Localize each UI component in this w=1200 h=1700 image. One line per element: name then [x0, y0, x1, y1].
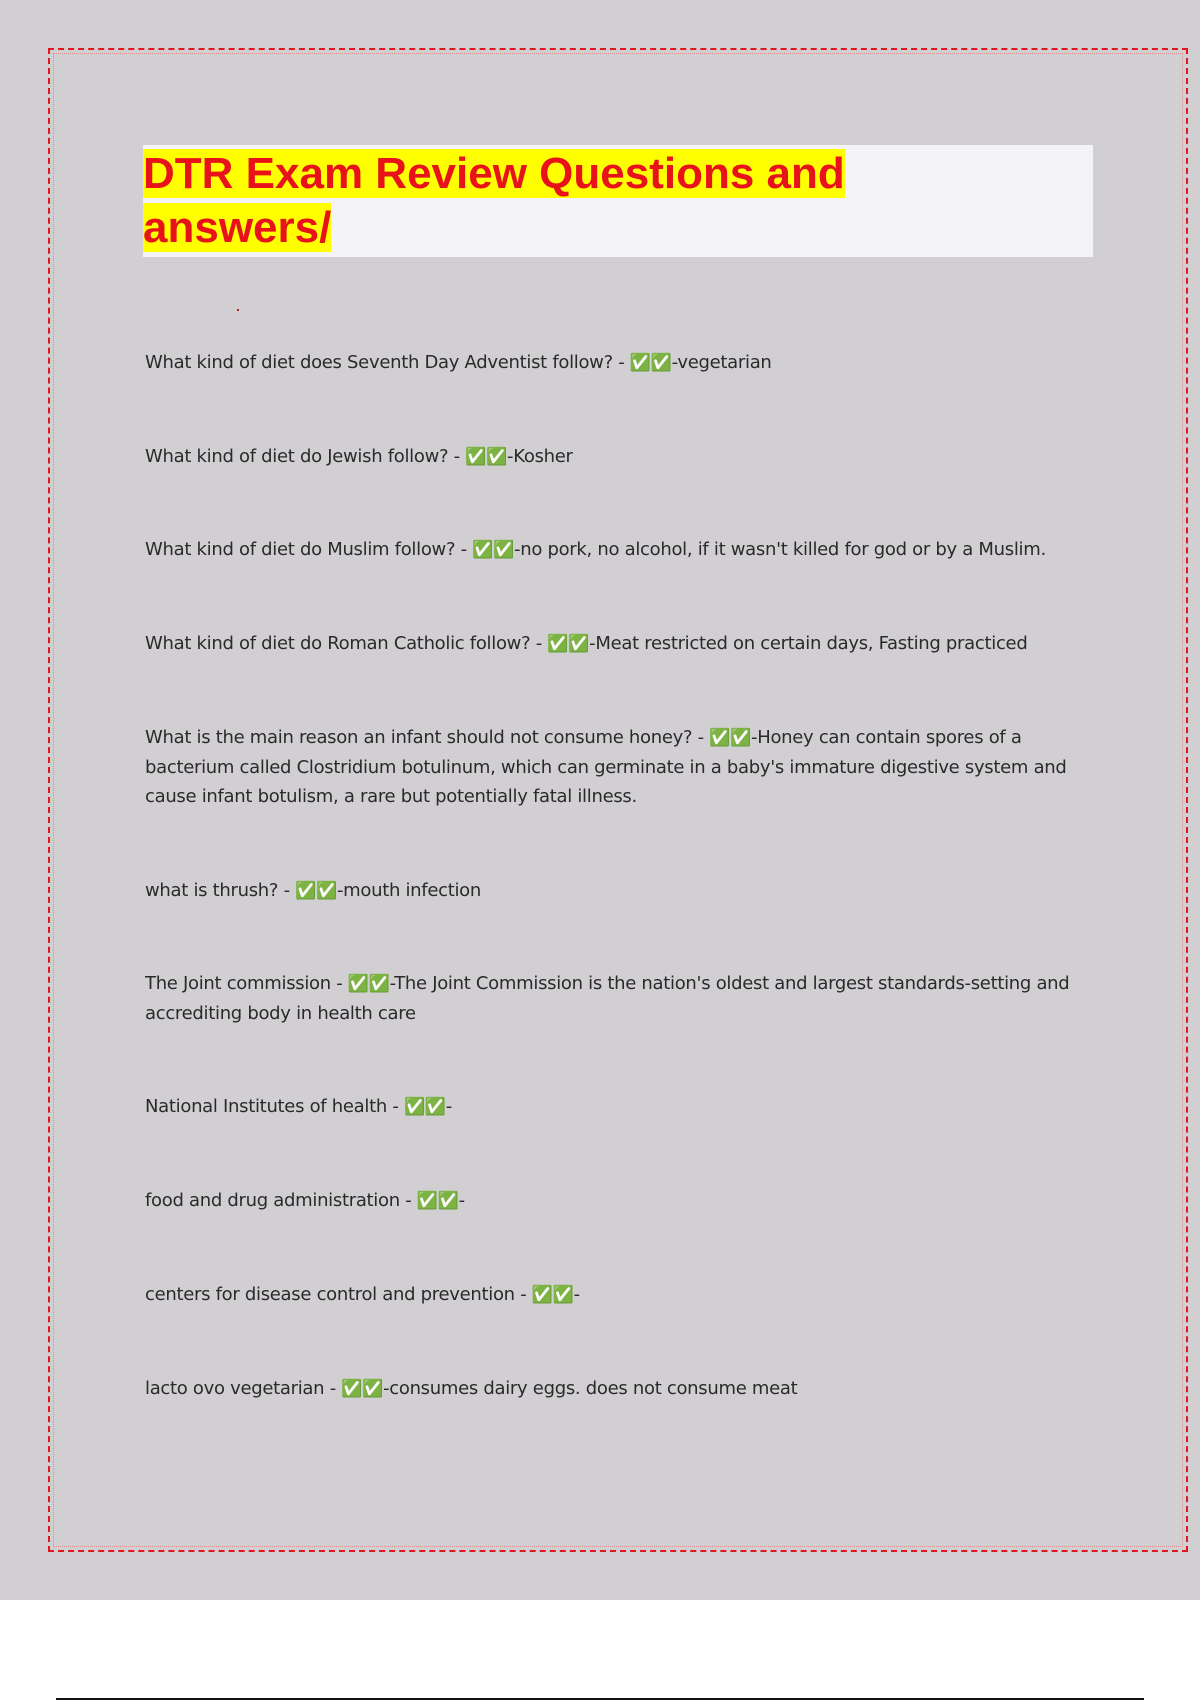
question-text: National Institutes of health — [145, 1096, 387, 1117]
answer-text: mouth infection — [343, 880, 481, 901]
double-check-icon: ✅✅ — [472, 540, 515, 560]
qa-item: The Joint commission - ✅✅-The Joint Commission is the nation's oldest and largest standards-setting and accrediting body in health care — [145, 973, 1070, 1024]
qa-item: What is the main reason an infant should not consume honey? - ✅✅-Honey can contain spores of a bacterium called Clostridium botulinum, which can germinate in a baby's immature digestive system and cause infant botulism, a rare but potentially fatal illness. — [145, 727, 1067, 807]
question-text: What kind of diet do Roman Catholic follow? — [145, 633, 531, 654]
question-text: The Joint commission — [145, 973, 331, 994]
question-text: What kind of diet do Muslim follow? — [145, 539, 456, 560]
qa-item: lacto ovo vegetarian - ✅✅-consumes dairy eggs. does not consume meat — [145, 1378, 798, 1399]
double-check-icon: ✅✅ — [295, 881, 337, 901]
qa-item: what is thrush? - ✅✅-mouth infection — [145, 880, 481, 901]
title-highlight: DTR Exam Review Questions and answers/ — [143, 149, 845, 252]
answer-text: Kosher — [513, 446, 573, 467]
question-text: lacto ovo vegetarian — [145, 1378, 325, 1399]
qa-item: What kind of diet does Seventh Day Adventist follow? - ✅✅-vegetarian — [145, 352, 772, 373]
double-check-icon: ✅✅ — [531, 1285, 574, 1305]
double-check-icon: ✅✅ — [416, 1191, 459, 1211]
double-check-icon: ✅✅ — [709, 728, 752, 748]
answer-text: The Joint Commission is the nation's oldest and largest standards-setting and accrediting body in health care — [145, 973, 1070, 1024]
qa-item: centers for disease control and prevention - ✅✅- — [145, 1284, 580, 1305]
double-check-icon: ✅✅ — [403, 1097, 446, 1117]
qa-item: What kind of diet do Roman Catholic follow? - ✅✅-Meat restricted on certain days, Fasting practiced — [145, 633, 1028, 654]
qa-item: What kind of diet do Muslim follow? - ✅✅-no pork, no alcohol, if it wasn't killed for god or by a Muslim. — [145, 539, 1046, 560]
question-text: What kind of diet does Seventh Day Adventist follow? — [145, 352, 613, 373]
stray-red-dot — [237, 309, 239, 311]
document-title — [143, 147, 963, 255]
question-text: What is the main reason an infant should not consume honey? — [145, 727, 693, 748]
question-text: centers for disease control and prevention — [145, 1284, 515, 1305]
answer-text: Meat restricted on certain days, Fasting practiced — [595, 633, 1028, 654]
answer-text: no pork, no alcohol, if it wasn't killed for god or by a Muslim. — [520, 539, 1046, 560]
double-check-icon: ✅✅ — [465, 447, 508, 467]
answer-text: consumes dairy eggs. does not consume meat — [389, 1378, 798, 1399]
question-text: food and drug administration — [145, 1190, 400, 1211]
answer-text: vegetarian — [677, 352, 772, 373]
answer-text: Honey can contain spores of a bacterium called Clostridium botulinum, which can germinate in a baby's immature digestive system and cause infant botulism, a rare but potentially fatal illness. — [145, 727, 1067, 807]
double-check-icon: ✅✅ — [341, 1379, 384, 1399]
qa-item: food and drug administration - ✅✅- — [145, 1190, 465, 1211]
qa-item: National Institutes of health - ✅✅- — [145, 1096, 452, 1117]
double-check-icon: ✅✅ — [547, 634, 590, 654]
question-text: What kind of diet do Jewish follow? — [145, 446, 449, 467]
qa-item: What kind of diet do Jewish follow? - ✅✅-Kosher — [145, 446, 573, 467]
question-text: what is thrush? — [145, 880, 279, 901]
double-check-icon: ✅✅ — [347, 974, 390, 994]
double-check-icon: ✅✅ — [629, 353, 672, 373]
